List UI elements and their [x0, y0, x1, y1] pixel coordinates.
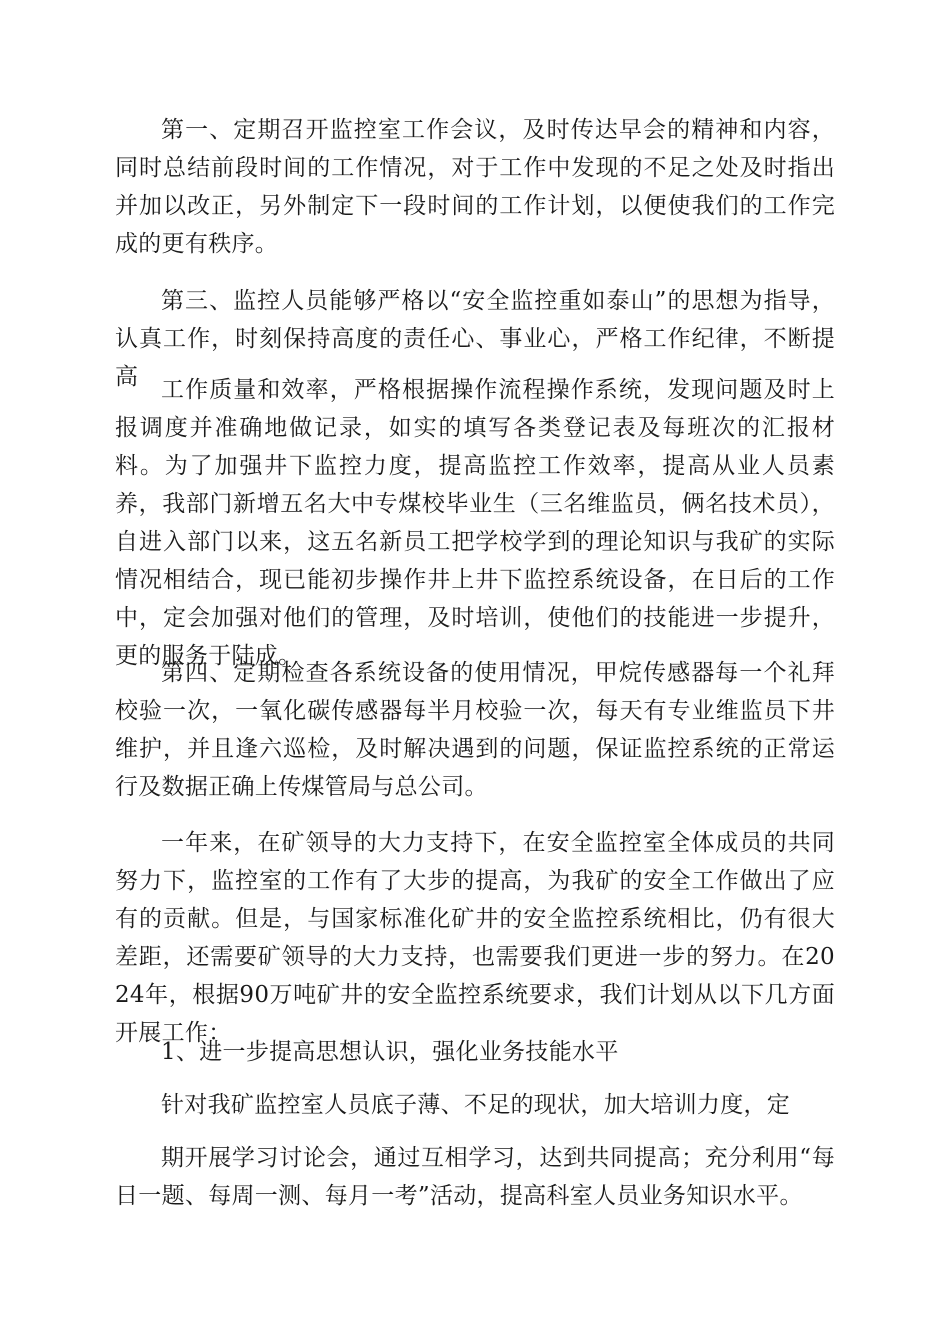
paragraph-4: 第四、定期检查各系统设备的使用情况，甲烷传感器每一个礼拜校验一次，一氧化碳传感器每半月校验一次，每天有专业维监员下井维护，并且逢六巡检，及时解决遇到的问题，保证监控系统的正常运行及数据正确上传煤管局与总公司。 [115, 660, 835, 800]
paragraph-3: 工作质量和效率，严格根据操作流程操作系统，发现问题及时上报调度并准确地做记录，如实的填写各类登记表及每班次的汇报材料。为了加强井下监控力度，提高监控工作效率，提高从业人员素养，我部门新增五名大中专煤校毕业生（三名维监员，俩名技术员），自进入部门以来，这五名新员工把学校学到的理论知识与我矿的实际情况相结合，现已能初步操作井上井下监控系统设备，在日后的工作中，定会加强对他们的管理，及时培训，使他们的技能进一步提升，更的服务于陆成。 [115, 377, 835, 669]
paragraph-6: 1、进一步提高思想认识，强化业务技能水平 [161, 1039, 619, 1065]
paragraph-7: 针对我矿监控室人员底子薄、不足的现状，加大培训力度，定 [161, 1092, 791, 1118]
paragraph-5: 一年来，在矿领导的大力支持下，在安全监控室全体成员的共同努力下，监控室的工作有了大步的提高，为我矿的安全工作做出了应有的贡献。但是，与国家标准化矿井的安全监控系统相比，仍有很大差距，还需要矿领导的大力支持，也需要我们更进一步的努力。在2024年，根据90万吨矿井的安全监控系统要求，我们计划从以下几方面开展工作： [115, 830, 835, 1046]
paragraph-1: 第一、定期召开监控室工作会议，及时传达早会的精神和内容，同时总结前段时间的工作情况，对于工作中发现的不足之处及时指出并加以改正，另外制定下一段时间的工作计划，以便使我们的工作完成的更有秩序。 [115, 117, 835, 257]
paragraph-2: 第三、监控人员能够严格以“安全监控重如泰山”的思想为指导，认真工作，时刻保持高度的责任心、事业心，严格工作纪律，不断提高 [115, 288, 835, 390]
paragraph-8: 期开展学习讨论会，通过互相学习，达到共同提高；充分利用“每日一题、每周一测、每月一考”活动，提高科室人员业务知识水平。 [115, 1145, 835, 1209]
